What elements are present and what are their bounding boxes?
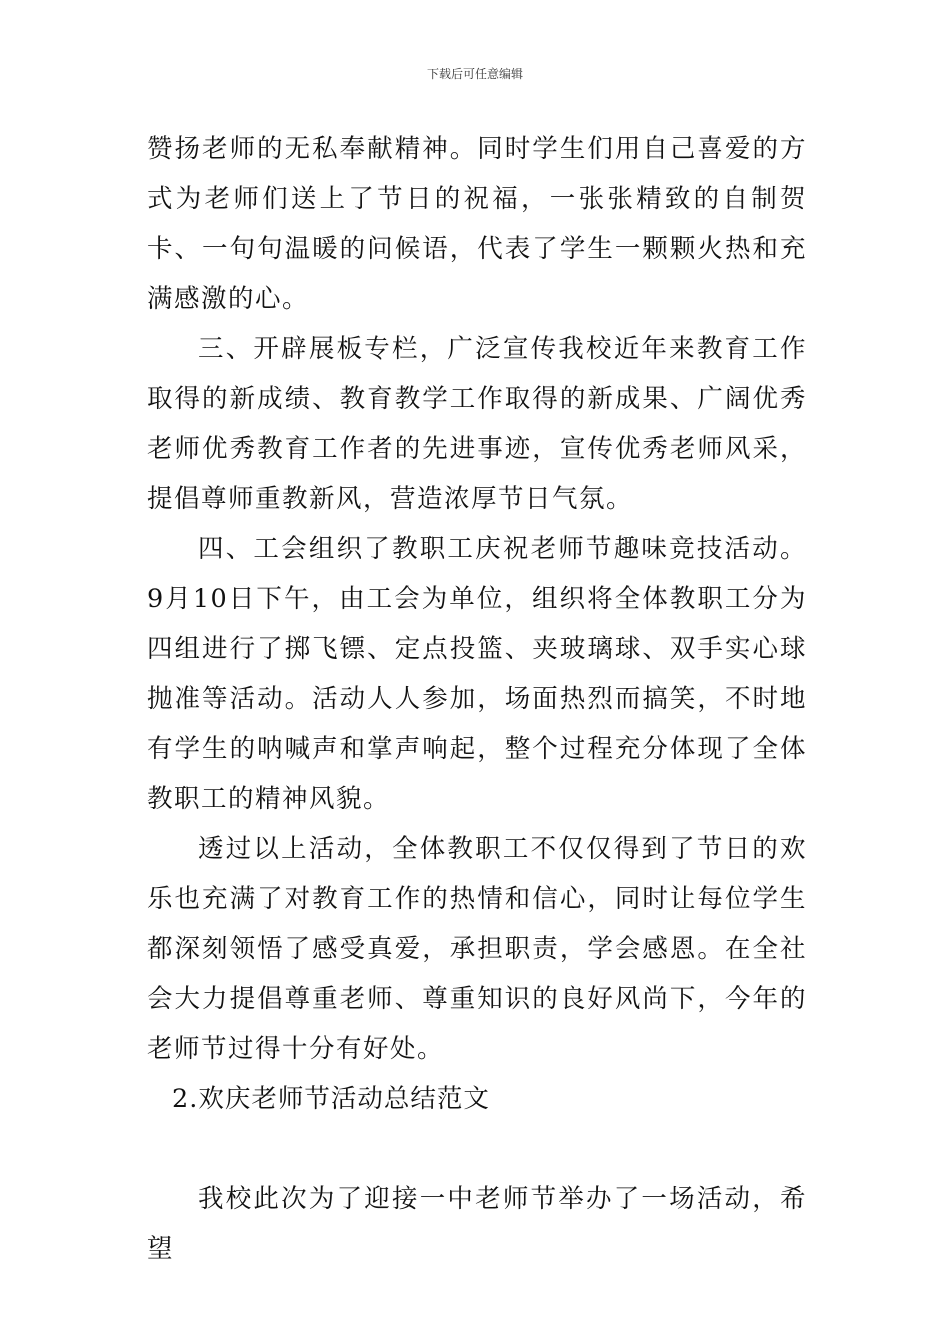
paragraph-conclusion: 透过以上活动，全体教职工不仅仅得到了节日的欢乐也充满了对教育工作的热情和信心，同时让每位学生都深刻领悟了感受真爱，承担职责，学会感恩。在全社会大力提倡尊重老师、尊重知识的良好风尚下，今年的老师节过得十分有好处。 [147, 834, 807, 1064]
paragraph-union-activities: 四、工会组织了教职工庆祝老师节趣味竞技活动。9月10日下午，由工会为单位，组织将全体教职工分为四组进行了掷飞镖、定点投篮、夹玻璃球、双手实心球抛准等活动。活动人人参加，场面热烈而搞笑，不时地有学生的呐喊声和掌声响起，整个过程充分体现了全体教职工的精神风貌。 [147, 534, 807, 814]
blank-line [147, 1124, 807, 1174]
document-body [147, 124, 807, 1274]
page-header: 下载后可任意编辑 [426, 67, 523, 81]
paragraph-exhibition-board: 三、开辟展板专栏，广泛宣传我校近年来教育工作取得的新成绩、教育教学工作取得的新成果、广阔优秀老师优秀教育工作者的先进事迹，宣传优秀老师风采，提倡尊师重教新风，营造浓厚节日气氛。 [147, 334, 807, 514]
paragraph-teacher-appreciation: 赞扬老师的无私奉献精神。同时学生们用自己喜爱的方式为老师们送上了节日的祝福，一张张精致的自制贺卡、一句句温暖的问候语，代表了学生一颗颗火热和充满感激的心。 [147, 134, 807, 314]
paragraph-next-section-start: 我校此次为了迎接一中老师节举办了一场活动，希望 [147, 1184, 807, 1264]
section-heading: 2.欢庆老师节活动总结范文 [172, 1084, 490, 1114]
